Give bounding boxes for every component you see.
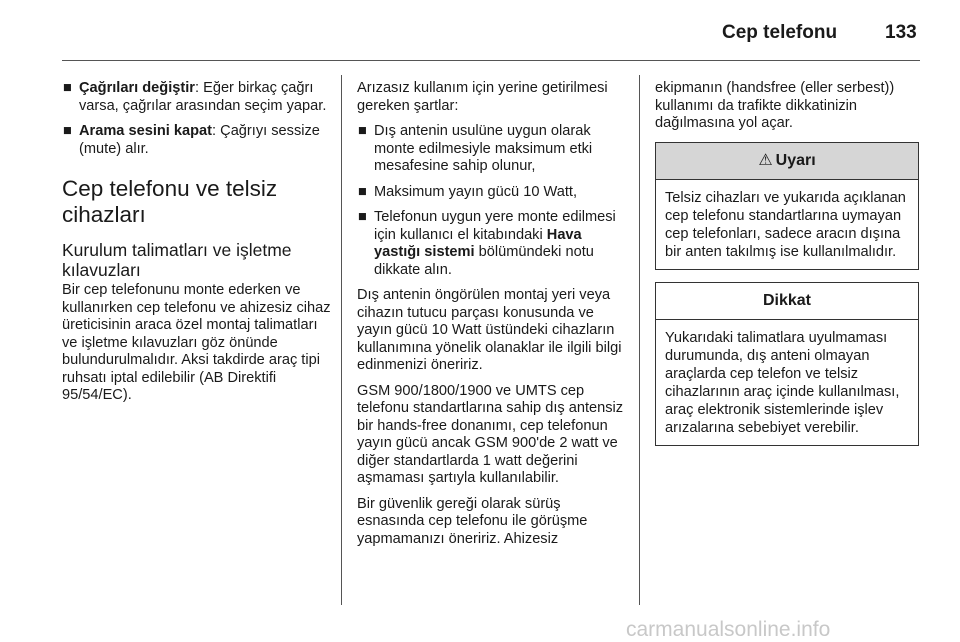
column-2 — [357, 80, 629, 556]
bullet-text: : Eğer birkaç çağrı varsa, çağrılar arasından seçim yapar. — [79, 80, 327, 114]
watermark: carmanualsonline.info — [626, 618, 831, 641]
body-paragraph: GSM 900/1800/1900 ve UMTS cep telefonu standartlarına sahip dış antensiz bir hands-free donanımı, cep telefonun yayın gücü ancak GSM 900'de 2 watt ve diğer standartlarda 1 watt değerini aşmaması şartıyla kullanılabilir. — [357, 382, 624, 486]
bullet-square-icon: ■ — [63, 80, 72, 96]
body-paragraph: ekipmanın (handsfree (eller serbest)) kullanımı da trafikte dikkatinizin dağılmasına yol açar. — [655, 80, 895, 131]
bullet-text: Dış antenin usulüne uygun olarak monte edilmesiyle maksimum etki mesafesine sahip olunur, — [374, 123, 593, 174]
section-heading: Cep telefonu ve telsiz cihazları — [62, 176, 278, 227]
bullet-text: : Çağrıyı sessize (mute) alır. — [79, 123, 320, 157]
body-paragraph: Dış antenin öngörülen montaj yeri veya cihazın tutucu parçası konusunda ve yayın gücü 10 Watt üstündeki cihazların kullanımına yönelik olanaklar ile ilgili bilgi edinmenizi öneririz. — [357, 287, 622, 373]
page-header-title: Cep telefonu — [722, 22, 838, 43]
bullet-square-icon: ■ — [358, 123, 367, 139]
bullet-term: Çağrıları değiştir — [79, 80, 195, 96]
page-number: 133 — [885, 22, 917, 43]
bullet-square-icon: ■ — [63, 123, 72, 139]
list-item — [357, 123, 629, 176]
caution-box — [655, 282, 919, 446]
body-paragraph: Bir güvenlik gereği olarak sürüş esnasında cep telefonu ile görüşme yapmamanızı öneririz. Ahizesiz — [357, 495, 588, 547]
column-divider-1 — [341, 75, 342, 605]
caution-box-header — [656, 283, 918, 320]
list-item — [357, 184, 629, 202]
list-item — [357, 209, 629, 279]
warning-title: Uyarı — [775, 151, 816, 169]
warning-box-header — [656, 143, 918, 180]
warning-box — [655, 142, 919, 270]
warning-triangle-icon: ⚠ — [758, 151, 773, 169]
bullet-text: Telefonun uygun yere monte edilmesi için kullanıcı el kitabındaki — [374, 209, 616, 243]
column-1 — [62, 80, 332, 413]
bullet-square-icon: ■ — [358, 209, 367, 225]
column-divider-2 — [639, 75, 640, 605]
bullet-text: bölümündeki notu dikkate alın. — [374, 244, 594, 278]
bullet-term: Arama sesini kapat — [79, 123, 213, 139]
caution-text: Yukarıdaki talimatlara uyulmaması durumunda, dış anteni olmayan araçlarda cep telefon ve telsiz cihazlarının araç içinde kullanılması, araç elektronik sistemlerinde işlev arızalarına sebebiyet verebilir. — [665, 329, 900, 436]
body-paragraph: Arızasız kullanım için yerine getirilmesi gereken şartlar: — [357, 80, 608, 114]
bullet-term: Hava yastığı sistemi — [374, 226, 582, 260]
subsection-heading: Kurulum talimatları ve işletme kılavuzları — [62, 240, 292, 280]
bullet-text: Maksimum yayın gücü 10 Watt, — [374, 183, 578, 200]
caution-title: Dikkat — [762, 291, 812, 309]
list-item — [62, 123, 332, 158]
list-item — [62, 80, 332, 115]
warning-text: Telsiz cihazları ve yukarıda açıklanan cep telefonu standartlarına uymayan cep telefonları, sadece aracın dışına bir anten takılmış ise kullanılmalıdır. — [665, 189, 906, 260]
bullet-square-icon: ■ — [358, 183, 367, 200]
column-3 — [655, 80, 919, 458]
header-divider — [62, 60, 920, 61]
body-paragraph: Bir cep telefonunu monte ederken ve kullanırken cep telefonu ve ahizesiz cihaz üreticisinin araca özel montaj talimatları ve işletme kılavuzları göz önünde bulundurulmalıdır. Aksi takdirde araç tipi ruhsatı iptal edilebilir (AB Direktifi 95/54/EC). — [62, 282, 331, 403]
